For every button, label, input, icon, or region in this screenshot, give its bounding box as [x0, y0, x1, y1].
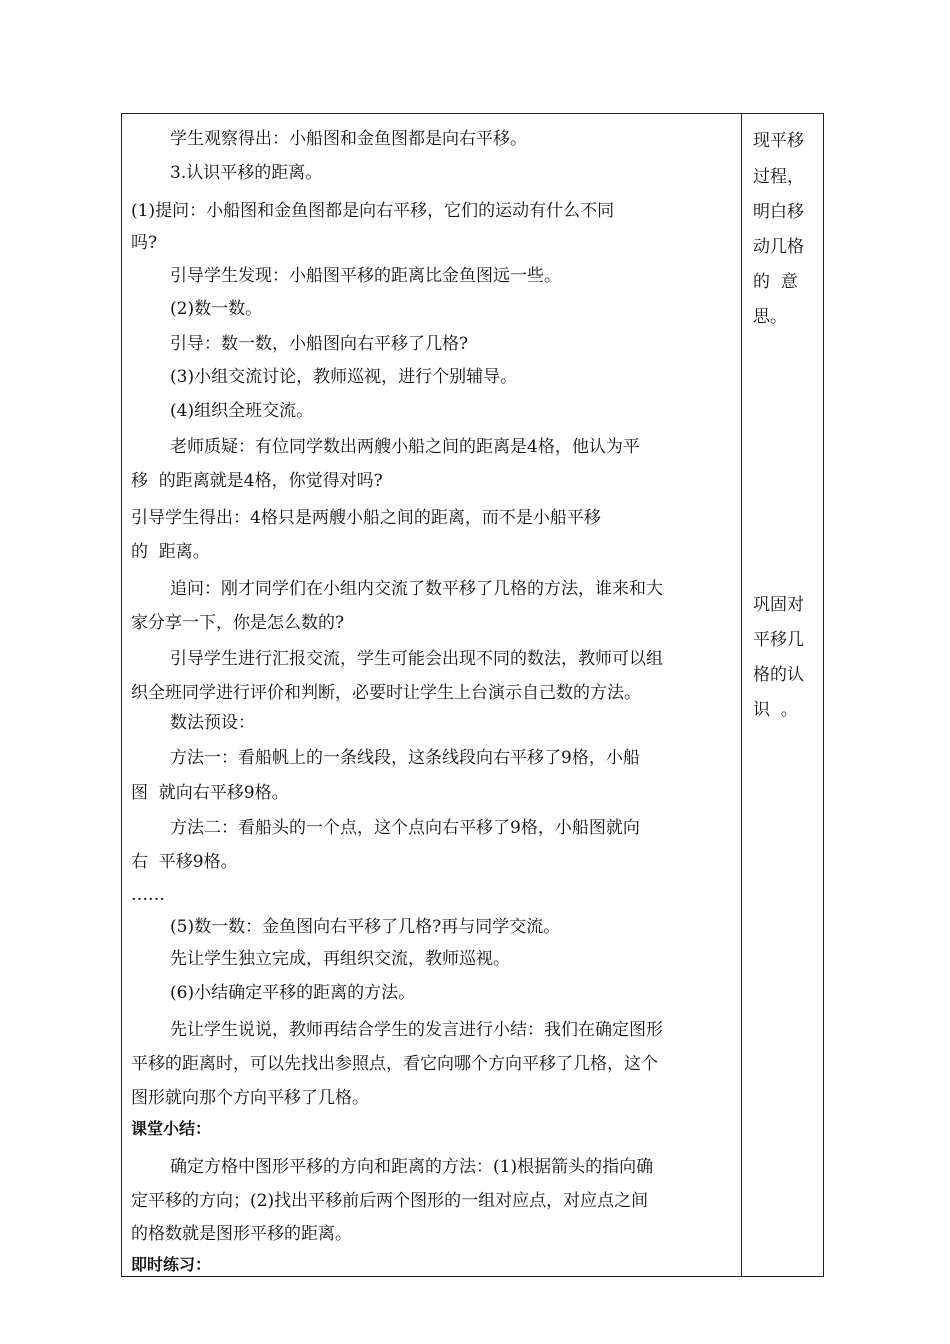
- text-line: 老师质疑：有位同学数出两艘小船之间的距离是4格，他认为平: [170, 437, 640, 457]
- note-line: 现平移: [753, 131, 804, 151]
- text-line: 确定方格中图形平移的方向和距离的方法：(1)根据箭头的指向确: [170, 1157, 654, 1177]
- note-line: 明白移: [753, 202, 804, 222]
- note-line: 的 意: [753, 272, 798, 292]
- text-line: 引导：数一数，小船图向右平移了几格?: [170, 334, 469, 354]
- text-line: 方法二：看船头的一个点，这个点向右平移了9格，小船图就向: [170, 818, 640, 838]
- text-line: 图形就向那个方向平移了几格。: [131, 1088, 369, 1108]
- note-line: 巩固对: [753, 595, 804, 615]
- text-line: (3)小组交流讨论，教师巡视，进行个别辅导。: [170, 367, 518, 387]
- note-line: 格的认: [753, 665, 804, 685]
- text-line: (1)提问：小船图和金鱼图都是向右平移，它们的运动有什么不同: [131, 201, 615, 221]
- text-line: 平移的距离时，可以先找出参照点，看它向哪个方向平移了几格，这个: [131, 1054, 658, 1074]
- note-line: 过程，: [753, 167, 804, 187]
- note-line: 思。: [753, 307, 787, 327]
- text-line: 追问：刚才同学们在小组内交流了数平移了几格的方法，谁来和大: [170, 579, 663, 599]
- text-line: 数法预设：: [170, 713, 255, 733]
- text-line: (5)数一数：金鱼图向右平移了几格?再与同学交流。: [170, 917, 561, 937]
- text-line: 先让学生独立完成，再组织交流，教师巡视。: [170, 949, 510, 969]
- text-line: 方法一：看船帆上的一条线段，这条线段向右平移了9格，小船: [170, 748, 640, 768]
- text-line: 织全班同学进行评价和判断，必要时让学生上台演示自己数的方法。: [131, 683, 641, 703]
- text-line: 移 的距离就是4格，你觉得对吗?: [131, 471, 383, 491]
- text-line: 先让学生说说，教师再结合学生的发言进行小结：我们在确定图形: [170, 1020, 663, 1040]
- section-heading: 即时练习：: [131, 1255, 212, 1274]
- text-line: 的格数就是图形平移的距离。: [131, 1224, 352, 1244]
- column-divider: [741, 113, 742, 1277]
- text-line: 定平移的方向；(2)找出平移前后两个图形的一组对应点，对应点之间: [131, 1191, 649, 1211]
- text-line: ……: [131, 885, 165, 905]
- text-line: (2)数一数。: [170, 299, 263, 319]
- text-line: 学生观察得出：小船图和金鱼图都是向右平移。: [170, 129, 527, 149]
- note-line: 识 。: [753, 700, 798, 720]
- note-line: 动几格: [753, 237, 804, 257]
- text-line: (6)小结确定平移的距离的方法。: [170, 983, 416, 1003]
- text-line: 引导学生发现：小船图平移的距离比金鱼图远一些。: [170, 266, 561, 286]
- text-line: 家分享一下，你是怎么数的?: [131, 613, 345, 633]
- text-line: (4)组织全班交流。: [170, 401, 314, 421]
- text-line: 引导学生进行汇报交流，学生可能会出现不同的数法，教师可以组: [170, 649, 663, 669]
- text-line: 吗?: [131, 233, 158, 253]
- text-line: 3.认识平移的距离。: [170, 163, 323, 183]
- note-line: 平移几: [753, 630, 804, 650]
- section-heading: 课堂小结：: [131, 1119, 212, 1138]
- text-line: 的 距离。: [131, 542, 210, 562]
- text-line: 右 平移9格。: [131, 852, 238, 872]
- text-line: 图 就向右平移9格。: [131, 783, 289, 803]
- text-line: 引导学生得出：4格只是两艘小船之间的距离，而不是小船平移: [131, 508, 601, 528]
